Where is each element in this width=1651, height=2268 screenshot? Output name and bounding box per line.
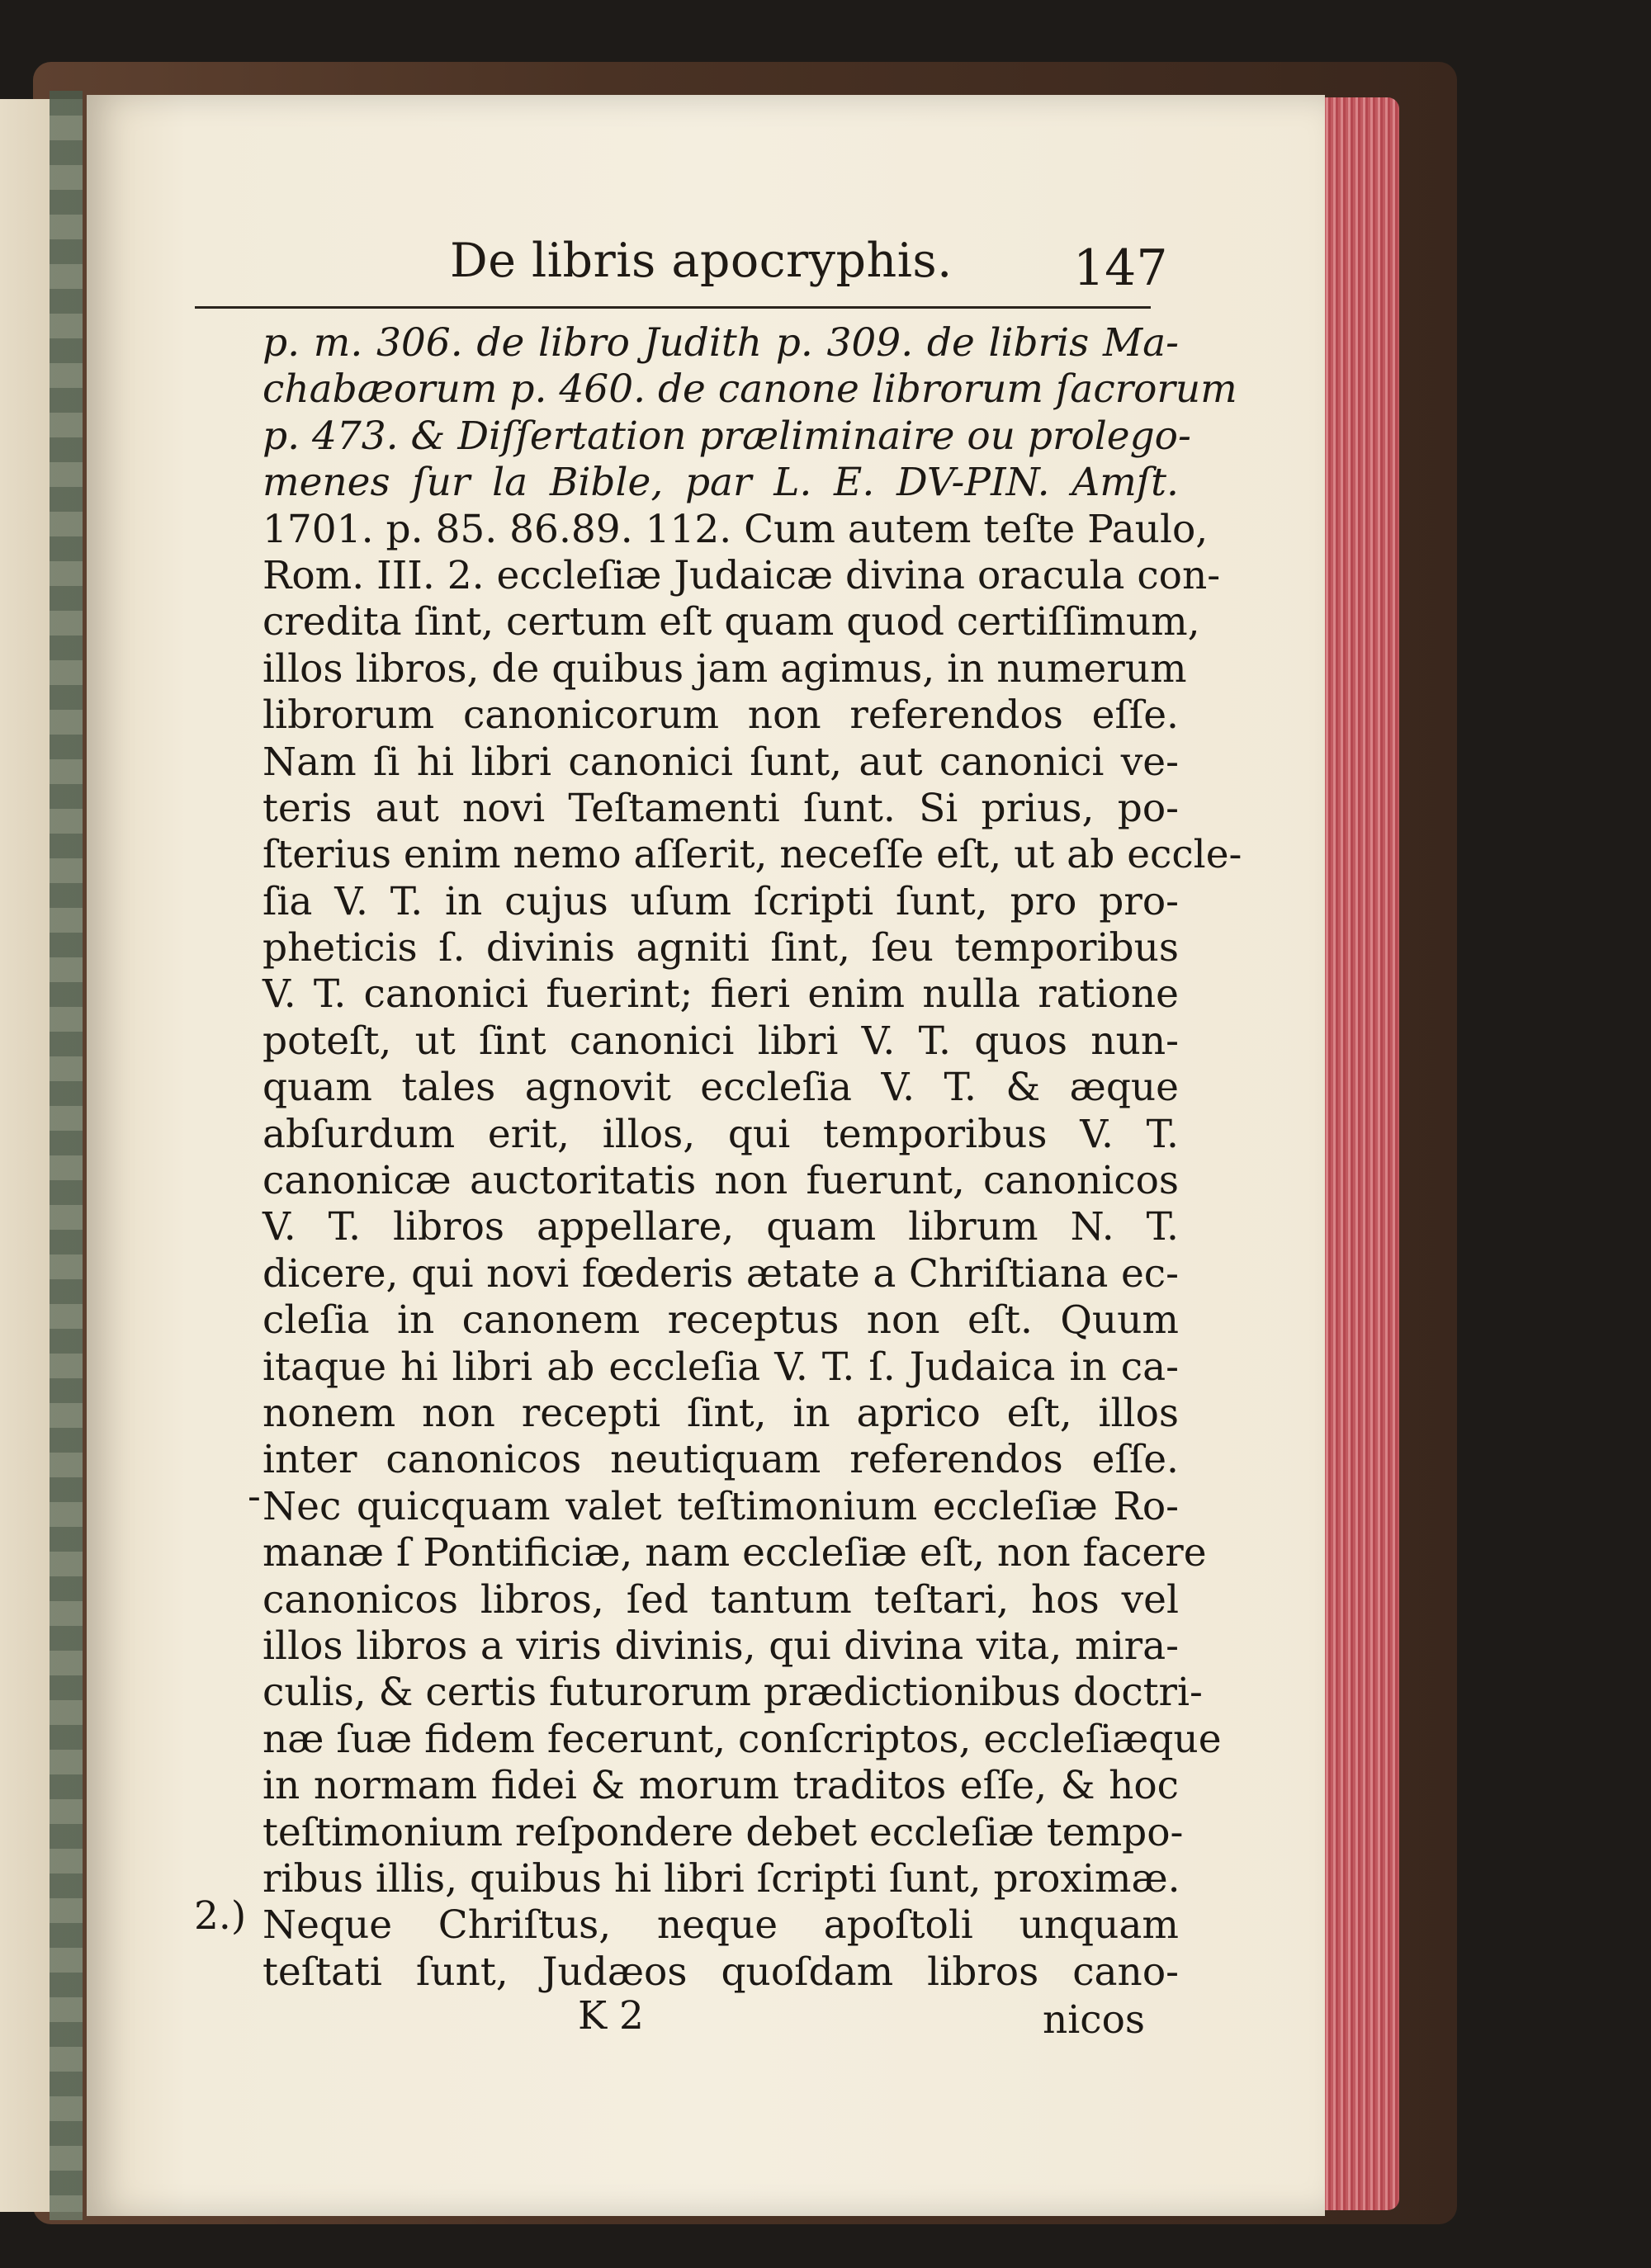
margin-dash: -	[248, 1474, 261, 1519]
text-line: teſtati ſunt, Judæos quoſdam libros cano-	[263, 1949, 1179, 1995]
text-line: itaque hi libri ab eccleſia V. T. ſ. Judaica in ca-	[263, 1344, 1179, 1390]
text-line: ribus illis, quibus hi libri ſcripti ſunt, proximæ.	[263, 1855, 1180, 1902]
body-text	[263, 320, 1242, 1996]
text-line: credita ſint, certum eſt quam quod certiſſimum,	[263, 599, 1200, 645]
text-line: Nec quicquam valet teſtimonium eccleſiæ Ro-	[263, 1483, 1179, 1529]
text-line: ſterius enim nemo aſſerit, neceſſe eſt, ut ab eccle-	[263, 832, 1242, 878]
text-line: manæ ſ Pontificiæ, nam eccleſiæ eſt, non facere	[263, 1530, 1207, 1576]
text-line: V. T. canonici fuerint; fieri enim nulla ratione	[263, 971, 1179, 1018]
text-line: quam tales agnovit eccleſia V. T. & æque	[263, 1065, 1179, 1111]
page-number: 147	[1073, 239, 1168, 297]
catchword: nicos	[1043, 1997, 1146, 2043]
text-line: 1701. p. 85. 86.89. 112. Cum autem teſte Paulo,	[263, 506, 1209, 552]
running-title: De libris apocryphis.	[450, 234, 953, 288]
text-line: Rom. III. 2. eccleſiæ Judaicæ divina oracula con-	[263, 552, 1221, 598]
text-line: abſurdum erit, illos, qui temporibus V. T.	[263, 1111, 1179, 1157]
text-line: nonem non recepti ſint, in aprico eſt, illos	[263, 1390, 1179, 1436]
text-line: Nam ſi hi libri canonici ſunt, aut canonici ve-	[263, 739, 1179, 785]
signature-mark: K 2	[578, 1993, 644, 2039]
text-line: inter canonicos neutiquam referendos eſſe.	[263, 1437, 1179, 1483]
text-line: p. 473. & Diſſertation præliminaire ou prolego-	[263, 413, 1191, 459]
text-line: culis, & certis futurorum prædictionibus doctri-	[263, 1670, 1203, 1716]
text-line: cleſia in canonem receptus non eſt. Quum	[263, 1297, 1179, 1344]
text-line: V. T. libros appellare, quam librum N. T.	[263, 1204, 1179, 1250]
text-line: teſtimonium reſpondere debet eccleſiæ tempo-	[263, 1809, 1184, 1855]
text-line: menes ſur la Bible, par L. E. DV-PIN. Amſt.	[263, 460, 1179, 506]
text-line: teris aut novi Teſtamenti ſunt. Si prius, po-	[263, 785, 1179, 831]
text-line: in normam fidei & morum traditos eſſe, & hoc	[263, 1763, 1179, 1809]
text-line: canonicæ auctoritatis non fuerunt, canonicos	[263, 1158, 1179, 1204]
header-rule	[195, 306, 1151, 309]
text-line: pheticis ſ. divinis agniti ſint, ſeu temporibus	[263, 925, 1179, 971]
text-line: poteſt, ut ſint canonici libri V. T. quos nun-	[263, 1018, 1179, 1064]
text-line: librorum canonicorum non referendos eſſe.	[263, 692, 1179, 739]
text-line: dicere, qui novi fœderis ætate a Chriſtiana ec-	[263, 1250, 1179, 1297]
spine-binding	[50, 91, 83, 2220]
text-line: canonicos libros, ſed tantum teſtari, hos vel	[263, 1576, 1179, 1623]
text-line: p. m. 306. de libro Judith p. 309. de libris Ma-	[263, 320, 1179, 366]
text-line: illos libros a viris divinis, qui divina vita, mira-	[263, 1623, 1179, 1669]
text-line: Neque Chriſtus, neque apoſtoli unquam	[263, 1902, 1179, 1949]
text-line: illos libros, de quibus jam agimus, in numerum	[263, 645, 1187, 692]
text-line: ſia V. T. in cujus uſum ſcripti ſunt, pro pro-	[263, 878, 1179, 924]
text-line: næ ſuæ fidem fecerunt, conſcriptos, eccleſiæque	[263, 1716, 1222, 1762]
text-line: chabæorum p. 460. de canone librorum ſacrorum	[263, 366, 1237, 413]
section-number: 2.)	[194, 1893, 247, 1939]
